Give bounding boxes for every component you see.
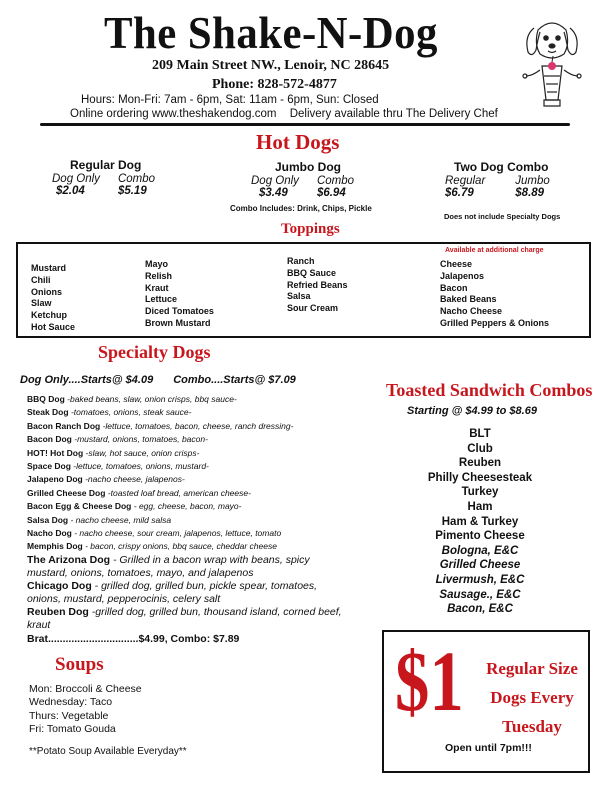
regular-dog-group (52, 158, 155, 197)
soup-item: Mon: Broccoli & Cheese (29, 683, 142, 695)
topping-item: Salsa (287, 291, 311, 302)
specialty-dog-only-price: Dog Only....Starts@ $4.09 (20, 374, 154, 386)
list-item (27, 487, 347, 500)
specialty-name: Memphis Dog (27, 541, 83, 552)
regular-dog-name: Regular Dog (70, 158, 142, 172)
jumbo-dog-group (251, 160, 354, 199)
specialty-combo-price: Combo....Starts@ $7.09 (173, 374, 296, 386)
toppings-column-2 (145, 259, 214, 330)
specialty-name: Chicago Dog (27, 580, 92, 593)
brat-price: Brat...............................$4.99, Combo: $7.89 (27, 633, 240, 646)
not-include-note: Does not include Specialty Dogs (444, 212, 561, 221)
specialty-prices (20, 374, 296, 386)
header-divider (40, 123, 570, 126)
specialty-name: Grilled Cheese Dog (27, 487, 106, 498)
specialty-desc: -lettuce, tomatoes, onions, mustard- (70, 461, 209, 472)
list-item (27, 433, 347, 446)
list-item (27, 447, 347, 460)
specialty-name: Bacon Ranch Dog (27, 420, 101, 431)
jumbo-dog-only-price: $3.49 (259, 187, 288, 199)
jumbo-dog-only-label: Dog Only (251, 175, 299, 187)
regular-combo-price: $5.19 (117, 185, 147, 197)
soup-item: Wednesday: Taco (29, 696, 113, 709)
sandwich-item: Ham & Turkey (441, 515, 519, 528)
specialty-desc: - bacon, crispy onions, bbq sauce, cheddar cheese (82, 541, 277, 552)
phone-number: Phone: 828-572-4877 (212, 77, 337, 92)
soups-heading: Soups (55, 654, 104, 675)
specialty-desc: -mustard, onions, tomatoes, bacon- (71, 434, 208, 445)
two-dog-combo-group (445, 160, 550, 199)
list-item (27, 606, 347, 632)
combo-includes-note: Combo Includes: Drink, Chips, Pickle (230, 204, 372, 213)
specialty-name: HOT! Hot Dog (27, 447, 84, 458)
specialty-desc: - nacho cheese, sour cream, jalapenos, lettuce, tomato (71, 528, 282, 539)
topping-item: Lettuce (145, 294, 178, 305)
topping-item: Cheese (440, 259, 473, 269)
sandwich-item: Grilled Cheese (439, 559, 521, 572)
specialty-desc: -tomatoes, onions, steak sauce- (68, 407, 192, 418)
topping-item: Kraut (145, 282, 169, 293)
topping-item: BBQ Sauce (287, 267, 337, 278)
promo-text (482, 654, 582, 741)
two-combo-regular-label: Regular (445, 175, 486, 187)
toppings-column-3 (287, 256, 348, 315)
specialty-desc: - grilled dog, grilled bun, pickle spear, tomatoes, onions, mustard, pepperocinis, celery salt (27, 580, 318, 606)
specialty-name: Jalapeno Dog (27, 474, 83, 485)
promo-open-hours: Open until 7pm!!! (445, 742, 532, 754)
toppings-column-1 (31, 263, 75, 334)
soup-item: Thurs: Vegetable (29, 709, 109, 722)
topping-item: Relish (145, 270, 173, 281)
list-item (27, 540, 347, 553)
topping-item: Onions (31, 286, 62, 297)
topping-item: Sour Cream (287, 303, 339, 314)
promo-line: Regular Size (486, 659, 578, 678)
jumbo-combo-price: $6.94 (316, 187, 346, 199)
specialty-name: Salsa Dog (27, 514, 69, 525)
sandwich-item: Sausage., E&C (439, 588, 521, 601)
sandwich-item: Reuben (458, 457, 502, 470)
sandwich-item: Bologna, E&C (441, 544, 519, 557)
specialty-desc: - nacho cheese, mild salsa (68, 514, 172, 525)
list-item (27, 460, 347, 473)
regular-combo-label: Combo (117, 173, 156, 185)
list-item (27, 420, 347, 433)
specialty-desc: -grilled dog, grilled bun, thousand island, corned beef, kraut (27, 606, 342, 632)
topping-item: Brown Mustard (145, 317, 211, 328)
sandwich-item: Livermush, E&C (435, 573, 525, 586)
sandwich-item: Bacon, E&C (447, 603, 513, 616)
toppings-column-4 (440, 259, 549, 330)
specialty-desc: -baked beans, slaw, onion crisps, bbq sauce- (64, 394, 237, 404)
specialty-list (27, 393, 347, 647)
regular-dog-only-price: $2.04 (56, 185, 85, 197)
list-item (27, 514, 347, 527)
regular-dog-only-label: Dog Only (52, 173, 100, 185)
sandwich-starting-price: Starting @ $4.99 to $8.69 (407, 405, 537, 417)
topping-item: Mayo (145, 259, 169, 269)
list-item (27, 473, 347, 486)
toppings-heading: Toppings (281, 221, 340, 237)
specialty-name: BBQ Dog (27, 394, 65, 404)
dog-mascot-icon (520, 14, 586, 112)
specialty-desc: -nacho cheese, jalapenos- (82, 474, 185, 485)
online-ordering-line (70, 108, 508, 120)
jumbo-dog-name: Jumbo Dog (275, 160, 341, 174)
specialty-name: The Arizona Dog (27, 553, 111, 566)
topping-item: Ranch (287, 256, 315, 266)
specialty-desc: - egg, cheese, bacon, mayo- (131, 501, 242, 512)
topping-item: Nacho Cheese (440, 306, 503, 317)
topping-item: Slaw (31, 298, 52, 309)
specialty-desc: -slaw, hot sauce, onion crisps- (83, 447, 200, 458)
sandwich-item: Club (467, 442, 493, 455)
specialty-name: Reuben Dog (27, 606, 89, 619)
list-item (27, 500, 347, 513)
delivery-note: Delivery available thru The Delivery Chef (289, 108, 498, 120)
specialty-name: Space Dog (27, 461, 71, 472)
sandwich-list (400, 427, 560, 617)
two-dog-combo-name: Two Dog Combo (454, 160, 549, 174)
promo-amount: $1 (395, 633, 464, 729)
topping-item: Refried Beans (287, 279, 348, 290)
hot-dogs-heading: Hot Dogs (256, 130, 340, 154)
two-combo-regular-price: $6.79 (445, 187, 474, 199)
list-item (27, 406, 347, 419)
restaurant-title: The Shake-N-Dog (104, 7, 438, 58)
sandwich-item: Philly Cheesesteak (427, 471, 533, 484)
topping-item: Diced Tomatoes (145, 306, 214, 317)
additional-charge-note: Available at additional charge (445, 247, 544, 254)
topping-item: Bacon (440, 282, 468, 293)
topping-item: Ketchup (31, 310, 67, 321)
jumbo-combo-label: Combo (316, 175, 355, 187)
sandwich-item: BLT (469, 428, 491, 440)
two-combo-jumbo-label: Jumbo (515, 175, 550, 187)
topping-item: Grilled Peppers & Onions (440, 317, 550, 328)
potato-soup-note: **Potato Soup Available Everyday** (29, 746, 187, 757)
promo-line: Dogs Every (490, 688, 574, 707)
list-item (27, 527, 347, 540)
two-combo-jumbo-price: $8.89 (515, 187, 545, 199)
list-item (27, 580, 347, 606)
specialty-name: Bacon Dog (27, 434, 72, 445)
topping-item: Chili (31, 274, 51, 285)
specialty-name: Nacho Dog (27, 528, 72, 539)
specialty-name: Bacon Egg & Cheese Dog (27, 501, 132, 512)
soup-item: Fri: Tomato Gouda (29, 723, 116, 736)
topping-item: Mustard (31, 263, 67, 273)
specialty-desc: -toasted loaf bread, american cheese- (105, 487, 251, 498)
promo-line: Tuesday (502, 717, 562, 736)
list-item (27, 393, 347, 406)
online-ordering: Online ordering www.theshakendog.com (70, 108, 277, 120)
specialty-desc: -lettuce, tomatoes, bacon, cheese, ranch dressing- (100, 420, 294, 431)
topping-item: Jalapenos (440, 270, 485, 281)
sandwich-item: Ham (467, 500, 493, 513)
specialty-dogs-heading: Specialty Dogs (98, 342, 211, 362)
topping-item: Hot Sauce (31, 321, 76, 332)
specialty-name: Steak Dog (27, 407, 69, 418)
sandwich-combos-heading: Toasted Sandwich Combos (386, 380, 593, 400)
soups-list (29, 683, 142, 737)
topping-item: Baked Beans (440, 294, 497, 305)
sandwich-item: Turkey (461, 486, 499, 499)
sandwich-item: Pimento Cheese (435, 530, 525, 543)
hours: Hours: Mon-Fri: 7am - 6pm, Sat: 11am - 6pm, Sun: Closed (81, 94, 379, 106)
list-item (27, 554, 347, 580)
specialty-desc: - Grilled in a bacon wrap with beans, spicy mustard, onions, tomatoes, mayo, and jalapenos (27, 553, 310, 579)
address: 209 Main Street NW., Lenoir, NC 28645 (152, 58, 390, 73)
